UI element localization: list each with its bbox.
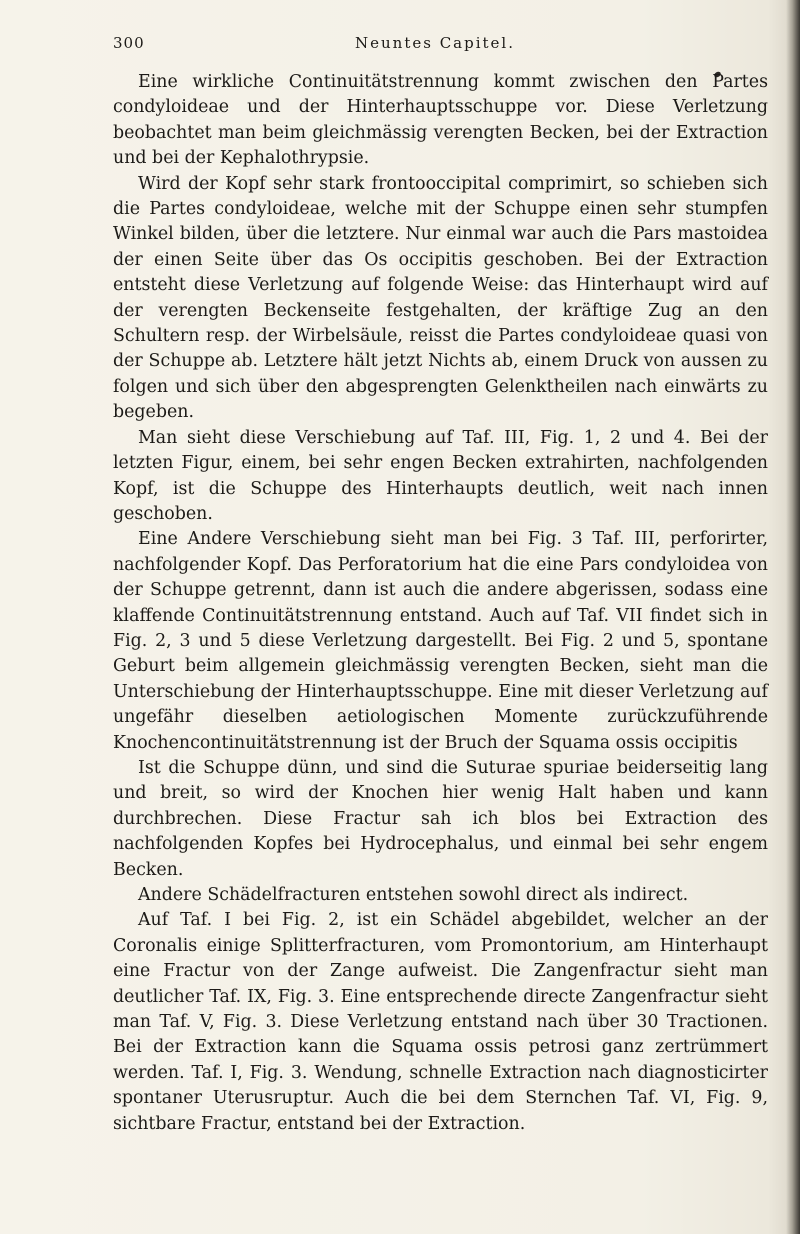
paragraph: Eine wirkliche Continuitätstrennung kommt zwischen den Partes condyloideae und der Hinterhauptsschuppe vor. Diese Verletzung beobachtet man beim gleichmässig verengten Becken, bei der Extraction und bei der Kephalothrypsie. [113, 72, 768, 169]
running-head: Neuntes Capitel. [355, 34, 515, 52]
body-text [113, 70, 768, 1137]
paragraph: Andere Schädelfracturen entstehen sowohl direct als indirect. [138, 885, 689, 905]
paragraph: Eine Andere Verschiebung sieht man bei Fig. 3 Taf. III, perforirter, nachfolgender Kopf. Das Perforatorium hat die eine Pars condyloidea von der Schuppe getrennt, dann ist auch die andere abgerissen, sodass eine klaffende Continuitätstrennung entstand. Auch auf Taf. VII findet sich in Fig. 2, 3 und 5 diese Verletzung dargestellt. Bei Fig. 2 und 5, spontane Geburt beim allgemein gleichmässig verengten Becken, sieht man die Unterschiebung der Hinterhauptsschuppe. Eine mit dieser Verletzung auf ungefähr dieselben aetiologischen Momente zurückzuführende Knochencontinuitätstrennung ist der Bruch der Squama ossis occipitis [113, 529, 768, 753]
paragraph: Man sieht diese Verschiebung auf Taf. III, Fig. 1, 2 und 4. Bei der letzten Figur, einem, bei sehr engen Becken extrahirten, nachfolgenden Kopf, ist die Schuppe des Hinterhaupts deutlich, weit nach innen geschoben. [113, 427, 768, 524]
page-header [113, 34, 773, 60]
page-edge-shadow [786, 0, 800, 1234]
paragraph: Auf Taf. I bei Fig. 2, ist ein Schädel abgebildet, welcher an der Coronalis einige Splitterfracturen, vom Promontorium, am Hinterhaupt eine Fractur von der Zange aufweist. Die Zangenfractur sieht man deutlicher Taf. IX, Fig. 3. Eine entsprechende directe Zangenfractur sieht man Taf. V, Fig. 3. Diese Verletzung entstand nach über 30 Tractionen. Bei der Extraction kann die Squama ossis petrosi ganz zertrümmert werden. Taf. I, Fig. 3. Wendung, schnelle Extraction nach diagnosticirter spontaner Uterusruptur. Auch die bei dem Sternchen Taf. VI, Fig. 9, sichtbare Fractur, entstand bei der Extraction. [113, 910, 768, 1134]
paragraph: Ist die Schuppe dünn, und sind die Suturae spuriae beiderseitig lang und breit, so wird der Knochen hier wenig Halt haben und kann durchbrechen. Diese Fractur sah ich blos bei Extraction des nachfolgenden Kopfes bei Hydrocephalus, und einmal bei sehr engem Becken. [113, 757, 768, 880]
page-number: 300 [113, 34, 145, 52]
paragraph: Wird der Kopf sehr stark frontooccipital comprimirt, so schieben sich die Partes condyloideae, welche mit der Schuppe einen sehr stumpfen Winkel bilden, über die letztere. Nur einmal war auch die Pars mastoidea der einen Seite über das Os occipitis geschoben. Bei der Extraction entsteht diese Verletzung auf folgende Weise: das Hinterhaupt wird auf der verengten Beckenseite festgehalten, der kräftige Zug an den Schultern resp. der Wirbelsäule, reisst die Partes condyloideae quasi von der Schuppe ab. Letztere hält jetzt Nichts ab, einem Druck von aussen zu folgen und sich über den abgesprengten Gelenktheilen nach einwärts zu begeben. [113, 173, 768, 423]
